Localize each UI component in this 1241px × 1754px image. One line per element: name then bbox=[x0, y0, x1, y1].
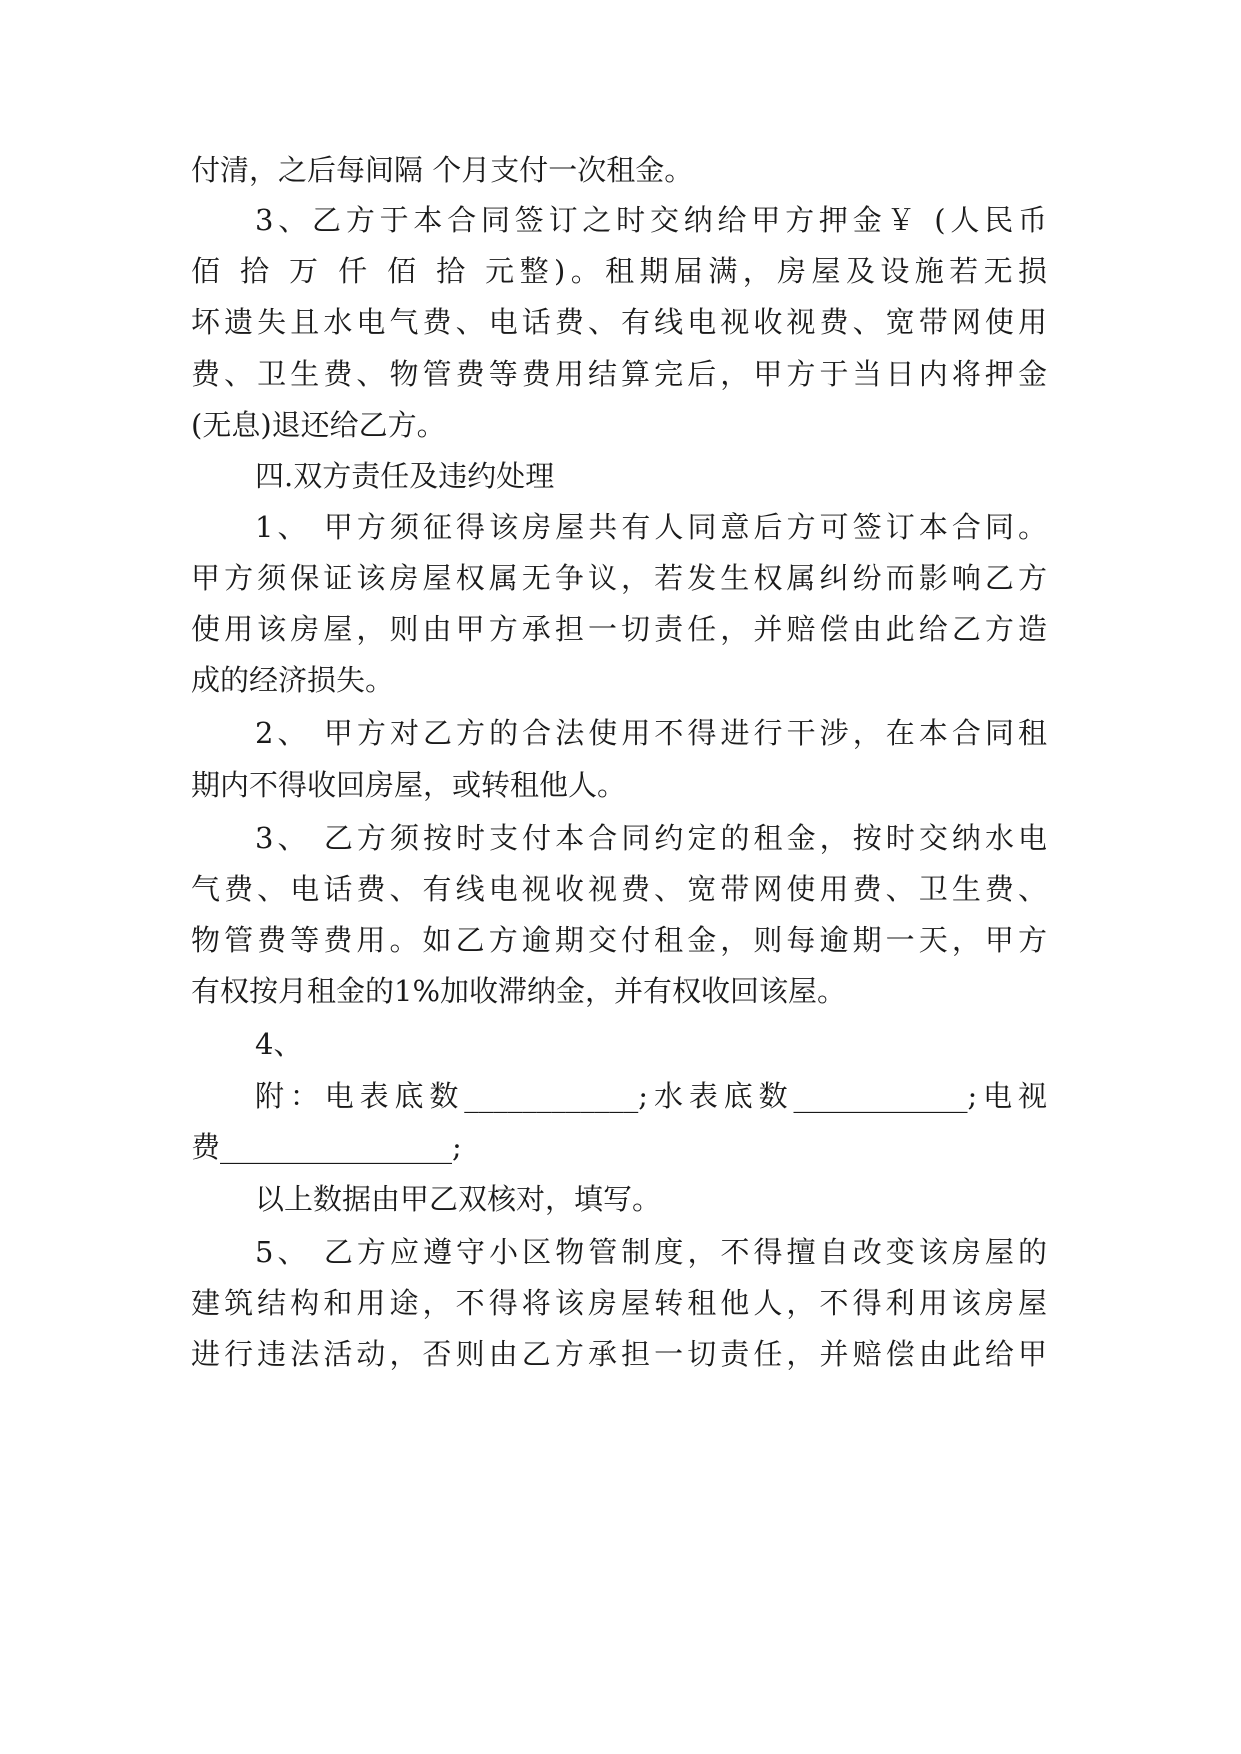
text-line: 期内不得收回房屋，或转租他人。 bbox=[191, 768, 627, 802]
section-heading: 四.双方责任及违约处理 bbox=[255, 459, 555, 493]
text-line: 甲方须保证该房屋权属无争议，若发生权属纠纷而影响乙方 bbox=[191, 561, 1047, 595]
text-line: 2、 甲方对乙方的合法使用不得进行干涉，在本合同租 bbox=[255, 716, 1047, 750]
meter-readings-line: 费________________; bbox=[191, 1130, 462, 1164]
text-line: 坏遗失且水电气费、电话费、有线电视收视费、宽带网使用 bbox=[191, 305, 1047, 339]
text-line: 3、 乙方须按时支付本合同约定的租金，按时交纳水电 bbox=[255, 821, 1047, 855]
text-line: 费、卫生费、物管费等费用结算完后，甲方于当日内将押金 bbox=[191, 357, 1047, 391]
text-line: 气费、电话费、有线电视收视费、宽带网使用费、卫生费、 bbox=[191, 872, 1047, 906]
text-line: 以上数据由甲乙双核对，填写。 bbox=[255, 1182, 662, 1216]
text-line: 使用该房屋，则由甲方承担一切责任，并赔偿由此给乙方造 bbox=[191, 612, 1047, 646]
text-line: 5、 乙方应遵守小区物管制度，不得擅自改变该房屋的 bbox=[255, 1235, 1047, 1269]
text-line: 成的经济损失。 bbox=[191, 663, 395, 697]
text-line: 物管费等费用。如乙方逾期交付租金，则每逾期一天，甲方 bbox=[191, 923, 1047, 957]
text-line: 1、 甲方须征得该房屋共有人同意后方可签订本合同。 bbox=[255, 510, 1047, 544]
text-line: 3、乙方于本合同签订之时交纳给甲方押金￥ (人民币 bbox=[255, 203, 1047, 237]
text-line: 进行违法活动，否则由乙方承担一切责任，并赔偿由此给甲 bbox=[191, 1337, 1047, 1371]
text-line: 付清，之后每间隔 个月支付一次租金。 bbox=[191, 153, 694, 187]
text-line: 佰 拾 万 仟 佰 拾 元整)。租期届满，房屋及设施若无损 bbox=[191, 254, 1047, 288]
text-line: 4、 bbox=[255, 1027, 303, 1061]
text-line: (无息)退还给乙方。 bbox=[191, 408, 446, 442]
text-line: 有权按月租金的1%加收滞纳金，并有权收回该屋。 bbox=[191, 974, 847, 1008]
text-line: 建筑结构和用途，不得将该房屋转租他人，不得利用该房屋 bbox=[191, 1286, 1047, 1320]
meter-readings-line: 附：电表底数____________;水表底数____________;电视 bbox=[255, 1079, 1047, 1113]
